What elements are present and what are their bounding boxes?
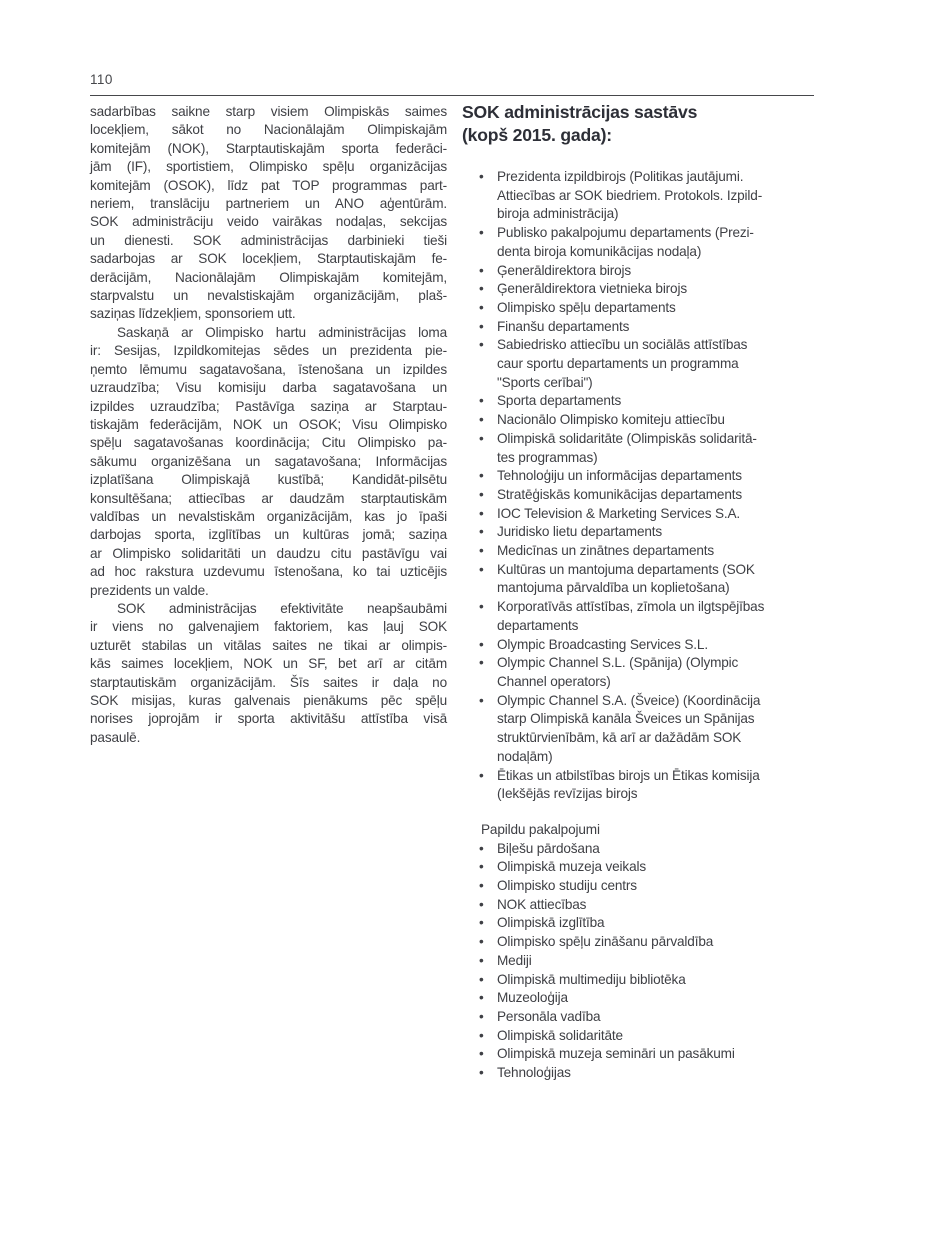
text-line: ir: Sesijas, Izpildkomitejas sēdes un prezidenta pie- <box>90 343 447 359</box>
text-line: SOK misijas, kuras galvenais pienākums pēc spēļu <box>90 693 447 708</box>
text-line: valdības un nevalstiskām organizācijām, kas jo īpaši <box>90 508 447 524</box>
text-line: sadarbojas ar SOK locekļiem, Starptautiskajām fe- <box>90 251 447 267</box>
text-line: sākumu organizēšana un sagatavošana; Informācijas <box>90 453 447 469</box>
department-item: • Publisko pakalpojumu departaments (Prezi- denta biroja komunikācijas nodaļa) <box>462 224 818 261</box>
department-item: • Kultūras un mantojuma departaments (SOK mantojuma pārvaldība un koplietošana) <box>462 561 818 598</box>
text-line: prezidents un valde. <box>90 582 209 598</box>
text-line: izpildes uzraudzība; Pastāvīga saziņa ar Starptau- <box>90 398 447 414</box>
text-line: komitejām (NOK), Starptautiskajām sporta federāci- <box>90 140 447 156</box>
header-rule <box>90 95 814 96</box>
service-item: • Olimpisko studiju centrs <box>462 877 818 896</box>
department-item: • Prezidenta izpildbirojs (Politikas jautājumi. Attiecības ar SOK biedriem. Protokols. Izpild- biroja administrācija) <box>462 168 818 224</box>
department-item: • Sporta departaments <box>462 392 818 411</box>
department-item: • Tehnoloģiju un informācijas departaments <box>462 467 818 486</box>
text-line: uzraudzība; Visu komisiju darba sagatavošana un <box>90 380 447 396</box>
department-item: • Medicīnas un zinātnes departaments <box>462 542 818 561</box>
department-item: • Olimpisko spēļu departaments <box>462 299 818 318</box>
additional-services-heading: Papildu pakalpojumi <box>481 821 600 837</box>
page-number: 110 <box>90 72 113 87</box>
service-item: • NOK attiecības <box>462 896 818 915</box>
department-item: • Ētikas un atbilstības birojs un Ētikas komisija (Iekšējās revīzijas birojs <box>462 767 818 804</box>
paragraph <box>90 600 447 747</box>
service-item: • Tehnoloģijas <box>462 1064 818 1083</box>
service-item: • Olimpiskā multimediju bibliotēka <box>462 971 818 990</box>
text-line: izplatīšana Olimpiskajā kustībā; Kandidāt-pilsētu <box>90 472 447 488</box>
text-line: komitejām (OSOK), līdz pat TOP programmas part- <box>90 177 447 193</box>
text-line: spēļu sagatavošanas koordinācija; Citu Olimpisko pa- <box>90 435 447 451</box>
text-line: ad hoc rakstura uzdevumu īstenošana, ko tai uzticējis <box>90 564 447 580</box>
text-line: darbojas sporta, izglītības un kultūras jomā; saziņa <box>90 527 447 543</box>
service-item: • Biļešu pārdošana <box>462 840 818 859</box>
text-line: kās saimes locekļiem, NOK un SF, bet arī ar citām <box>90 656 447 672</box>
text-line: starpvalstu un nevalstiskajām organizācijām, plaš- <box>90 288 447 304</box>
text-line: saziņas līdzekļiem, sponsoriem utt. <box>90 306 296 322</box>
right-column <box>462 101 818 1083</box>
section-heading <box>462 101 818 147</box>
service-item: • Olimpisko spēļu zināšanu pārvaldība <box>462 933 818 952</box>
heading-line-1: SOK administrācijas sastāvs <box>462 102 698 122</box>
departments-list <box>462 168 818 804</box>
service-item: • Mediji <box>462 952 818 971</box>
text-line: SOK administrāciju veido vairākas nodaļas, sekcijas <box>90 214 447 230</box>
text-line: pasaulē. <box>90 729 141 745</box>
paragraph <box>90 103 447 324</box>
text-line: jām (IF), sportistiem, Olimpisko spēļu organizācijas <box>90 159 447 175</box>
service-item: • Personāla vadība <box>462 1008 818 1027</box>
left-column <box>90 103 447 747</box>
department-item: • Olympic Channel S.L. (Spānija) (Olympic Channel operators) <box>462 654 818 691</box>
department-item: • Korporatīvās attīstības, zīmola un ilgtspējības departaments <box>462 598 818 635</box>
text-line: starptautiskām organizācijām. Šīs saites ir daļa no <box>90 674 447 690</box>
service-item: • Olimpiskā muzeja semināri un pasākumi <box>462 1045 818 1064</box>
department-item: • Nacionālo Olimpisko komiteju attiecību <box>462 411 818 430</box>
text-line: konsultēšana; attiecības ar daudzām starptautiskām <box>90 490 447 506</box>
department-item: • Olympic Broadcasting Services S.L. <box>462 636 818 655</box>
text-line: locekļiem, sākot no Nacionālajām Olimpiskajām <box>90 122 447 138</box>
department-item: • Ģenerāldirektora birojs <box>462 262 818 281</box>
department-item: • Juridisko lietu departaments <box>462 523 818 542</box>
department-item: • Stratēģiskās komunikācijas departaments <box>462 486 818 505</box>
heading-line-2: (kopš 2015. gada): <box>462 125 612 145</box>
additional-services-list <box>462 840 818 1083</box>
text-line: un dienesti. SOK administrācijas darbinieki tieši <box>90 232 447 248</box>
text-line: tiskajām federācijām, NOK un OSOK; Visu Olimpisko <box>90 416 447 432</box>
text-line: neriem, translāciju partneriem un ANO aģentūrām. <box>90 196 447 212</box>
text-line: uzturēt stabilas un vitālas saites ne tikai ar olimpis- <box>90 637 447 653</box>
text-line: derācijām, Nacionālajām Olimpiskajām komitejām, <box>90 269 447 285</box>
paragraph <box>90 324 447 600</box>
department-item: • Finanšu departaments <box>462 318 818 337</box>
text-line: ir viens no galvenajiem faktoriem, kas ļauj SOK <box>90 619 447 635</box>
department-item: • Olimpiskā solidaritāte (Olimpiskās solidaritā- tes programmas) <box>462 430 818 467</box>
department-item: • Sabiedrisko attiecību un sociālās attīstības caur sportu departaments un programma "Sports cerībai") <box>462 336 818 392</box>
department-item: • IOC Television & Marketing Services S.A. <box>462 505 818 524</box>
service-item: • Olimpiskā muzeja veikals <box>462 858 818 877</box>
text-line: Saskaņā ar Olimpisko hartu administrācijas loma <box>117 324 447 340</box>
text-line: norises joprojām ir sporta aktivitāšu attīstība visā <box>90 711 447 727</box>
service-item: • Olimpiskā solidaritāte <box>462 1027 818 1046</box>
service-item: • Muzeoloģija <box>462 989 818 1008</box>
department-item: • Ģenerāldirektora vietnieka birojs <box>462 280 818 299</box>
text-line: ar Olimpisko solidaritāti un daudzu citu pastāvīgu vai <box>90 545 447 561</box>
text-line: ņemto lēmumu sagatavošana, īstenošana un izpildes <box>90 361 447 377</box>
text-line: sadarbības saikne starp visiem Olimpiskās saimes <box>90 104 447 119</box>
text-line: SOK administrācijas efektivitāte neapšaubāmi <box>117 600 447 616</box>
department-item: • Olympic Channel S.A. (Šveice) (Koordinācija starp Olimpiskā kanāla Šveices un Spānijas struktūrvienībām, kā arī ar dažādām SOK nodaļām) <box>462 692 818 767</box>
service-item: • Olimpiskā izglītība <box>462 914 818 933</box>
